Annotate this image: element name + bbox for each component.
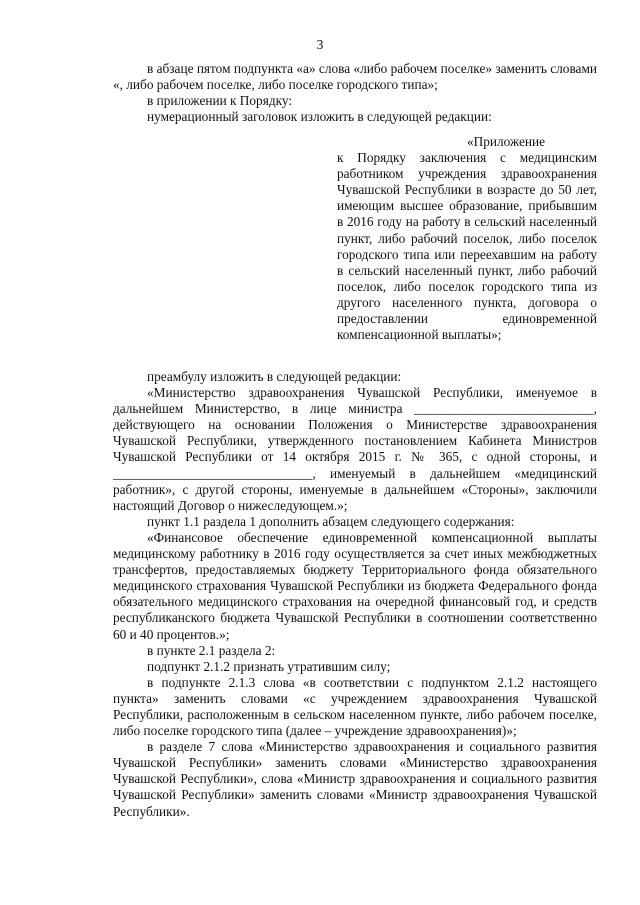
paragraph: пункт 1.1 раздела 1 дополнить абзацем следующего содержания:: [147, 513, 515, 529]
paragraph: преамбулу изложить в следующей редакции:: [147, 369, 402, 384]
paragraph: нумерационный заголовок изложить в следующей редакции:: [147, 109, 492, 125]
paragraph: в абзаце пятом подпункта «а» слова «либо рабочем поселке» заменить словами «, либо рабочем поселке, либо поселке городского типа»;: [113, 61, 597, 93]
paragraph: подпункт 2.1.2 признать утратившим силу;: [147, 658, 391, 674]
page-number: 3: [316, 37, 324, 52]
paragraph: в приложении к Порядку:: [147, 93, 293, 109]
paragraph: «Финансовое обеспечение единовременной компенсационной выплаты медицинскому работнику в 2016 году осуществляется за счет иных межбюджетных трансфертов, предоставляемых бюджету Территориального фонда обязательного медицинского страхования Чувашской Республики из бюджета Федерального фонда обязательного медицинского страхования на очередной финансовый год, и средств республиканского бюджета Чувашской Республики в соотношении соответственно 60 и 40 процентов.»;: [113, 529, 597, 642]
paragraph: в разделе 7 слова «Министерство здравоохранения и социального развития Чувашской Республики» заменить словами «Министерство здравоохранения Чувашской Республики», слова «Министр здравоохранения и социального развития Чувашской Республики» заменить словами «Министр здравоохранения Чувашской Республики».: [113, 739, 597, 819]
paragraph: «Министерство здравоохранения Чувашской Республики, именуемое в дальнейшем Министерство, в лице министра ___________________________, действующего на основании Положения о Министерстве здравоохранения Чувашской Республики, утвержденного постановлением Кабинета Министров Чувашской Республики от 14 октября 2015 г. № 365, с одной стороны, и ______________________________, именуемый в дальнейшем «медицинский работник», с другой стороны, именуемые в дальнейшем «Стороны», заключили настоящий Договор о нижеследующем.»;: [113, 385, 597, 513]
paragraph: в пункте 2.1 раздела 2:: [147, 642, 276, 658]
appendix-title: «Приложение: [467, 134, 546, 149]
top-text-block: [113, 61, 597, 125]
paragraph: в подпункте 2.1.3 слова «в соответствии с подпунктом 2.1.2 настоящего пункта» заменить словами «с учреждением здравоохранения Чувашской Республики, расположенным в сельском населенном пункте, либо рабочем поселке, либо поселке городского типа (далее – учреждение здравоохранения)»;: [113, 674, 597, 739]
appendix-heading-block: [337, 134, 597, 343]
main-text-block: [113, 369, 597, 820]
appendix-body: к Порядку заключения с медицинским работником учреждения здравоохранения Чувашской Республики в возрасте до 50 лет, имеющим высшее образование, прибывшим в 2016 году на работу в сельский населенный пункт, либо рабочий поселок, либо поселок городского типа или переехавшим на работу в сельский населенный пункт, либо рабочий поселок, либо поселок городского типа из другого населенного пункта, договора о предоставлении единовременной компенсационной выплаты»;: [337, 150, 597, 343]
